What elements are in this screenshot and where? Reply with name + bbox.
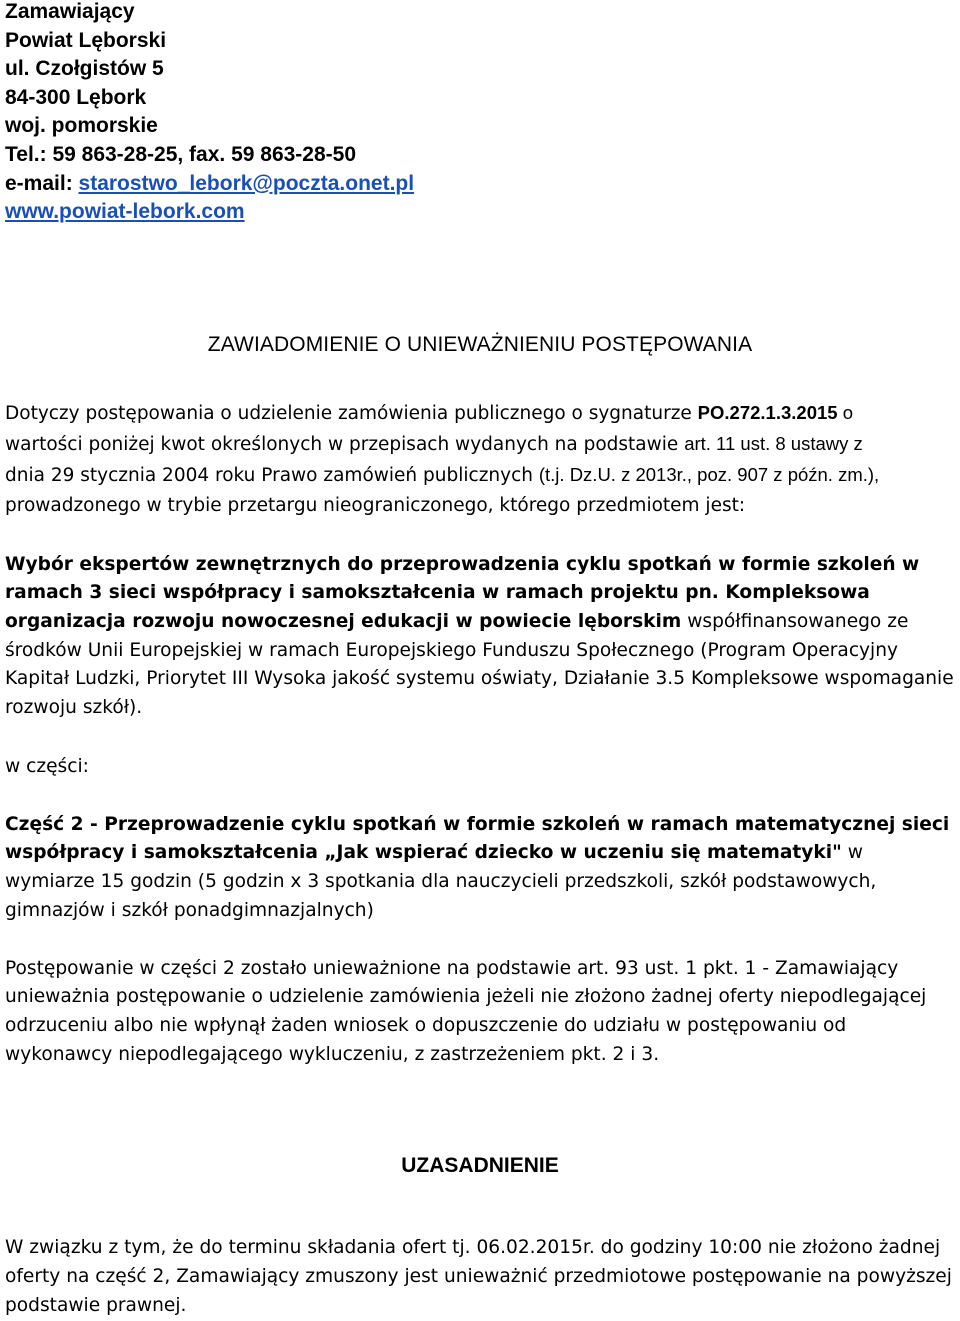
- header-province: woj. pomorskie: [5, 114, 158, 138]
- header-street: ul. Czołgistów 5: [5, 57, 164, 81]
- decision-text-3: - Zamawiający unieważnia postępowanie o udzielenie zamówienia jeżeli nie złożono żadnej oferty niepodlegającej odrzuceniu albo nie wpłynął żaden wniosek o dopuszczenie do udziału w postępowaniu od wykonawcy niepodlegającego wykluczeniu, z zastrzeżeniem pkt. 2 i 3.: [5, 957, 927, 1065]
- parts-label: w części:: [5, 755, 89, 777]
- contracting-authority-header: [5, 0, 955, 227]
- intro-paragraph: [5, 398, 955, 522]
- header-email-line: [5, 170, 955, 199]
- decision-legal-basis: art. 93 ust. 1 pkt. 1: [576, 957, 757, 979]
- part-bold: Część 2 - Przeprowadzenie cyklu spotkań w formie szkoleń w ramach matematycznej sieci współpracy i samokształcenia „Jak wspierać dziecko w uczeniu się matematyki": [5, 813, 950, 864]
- subject-paragraph: [5, 551, 955, 723]
- procedure-signature: PO.272.1.3.2015: [697, 401, 838, 423]
- email-link[interactable]: starostwo_lebork@poczta.onet.pl: [78, 171, 415, 195]
- justification-title: UZASADNIENIE: [401, 1154, 559, 1178]
- header-website-line: [5, 198, 955, 227]
- header-city: 84-300 Lębork: [5, 85, 147, 109]
- intro-text-1: Dotyczy postępowania o udzielenie zamówienia publicznego o sygnaturze: [5, 402, 698, 424]
- decision-paragraph: [5, 955, 955, 1070]
- decision-text-1: Postępowanie w części 2 zostało unieważnione na podstawie: [5, 957, 577, 979]
- justification-paragraph: W związku z tym, że do terminu składania ofert tj. 06.02.2015r. do godziny 10:00 nie złożono żadnej oferty na część 2, Zamawiający zmuszony jest unieważnić przedmiotowe postępowanie na powyższej podstawie prawnej.: [5, 1237, 952, 1316]
- intro-text-6: (t.j. Dz.U. z 2013r., poz. 907 z późn. zm.),: [538, 464, 880, 486]
- header-role: Zamawiający: [5, 0, 135, 23]
- document-page: [5, 0, 955, 1321]
- subject-normal: współfinansowanego ze środków Unii Europejskiej w ramach Europejskiego Funduszu Społecznego (Program Operacyjny Kapitał Ludzki, Priorytet III Wysoka jakość systemu oświaty, Działanie 3.5 Kompleksowe wspomaganie rozwoju szkół).: [5, 610, 954, 719]
- intro-text-4: art. 11 ust. 8 ustawy z: [684, 432, 863, 454]
- intro-text-7: prowadzonego w trybie przetargu nieograniczonego, którego przedmiotem jest:: [5, 495, 746, 517]
- intro-text-5: dnia 29 stycznia 2004 roku Prawo zamówień publicznych: [5, 465, 539, 487]
- website-link[interactable]: www.powiat-lebork.com: [5, 200, 245, 224]
- notice-title: ZAWIADOMIENIE O UNIEWAŻNIENIU POSTĘPOWANIA: [207, 332, 753, 356]
- header-name: Powiat Lęborski: [5, 28, 167, 52]
- intro-text-3: wartości poniżej kwot określonych w przepisach wydanych na podstawie: [5, 433, 685, 455]
- part-paragraph: [5, 811, 955, 926]
- header-phone-fax: Tel.: 59 863-28-25, fax. 59 863-28-50: [5, 142, 357, 166]
- part-normal: w wymiarze 15 godzin (5 godzin x 3 spotkania dla nauczycieli przedszkoli, szkół podstawowych, gimnazjów i szkół ponadgimnazjalnych): [5, 842, 877, 921]
- intro-text-2: o: [837, 401, 853, 423]
- email-label: e-mail:: [5, 171, 79, 195]
- subject-bold: Wybór ekspertów zewnętrznych do przeprowadzenia cyklu spotkań w formie szkoleń w ramach 3 sieci współpracy i samokształcenia w ramach projektu pn. Kompleksowa organizacja rozwoju nowoczesnej edukacji w powiecie lęborskim: [5, 553, 920, 632]
